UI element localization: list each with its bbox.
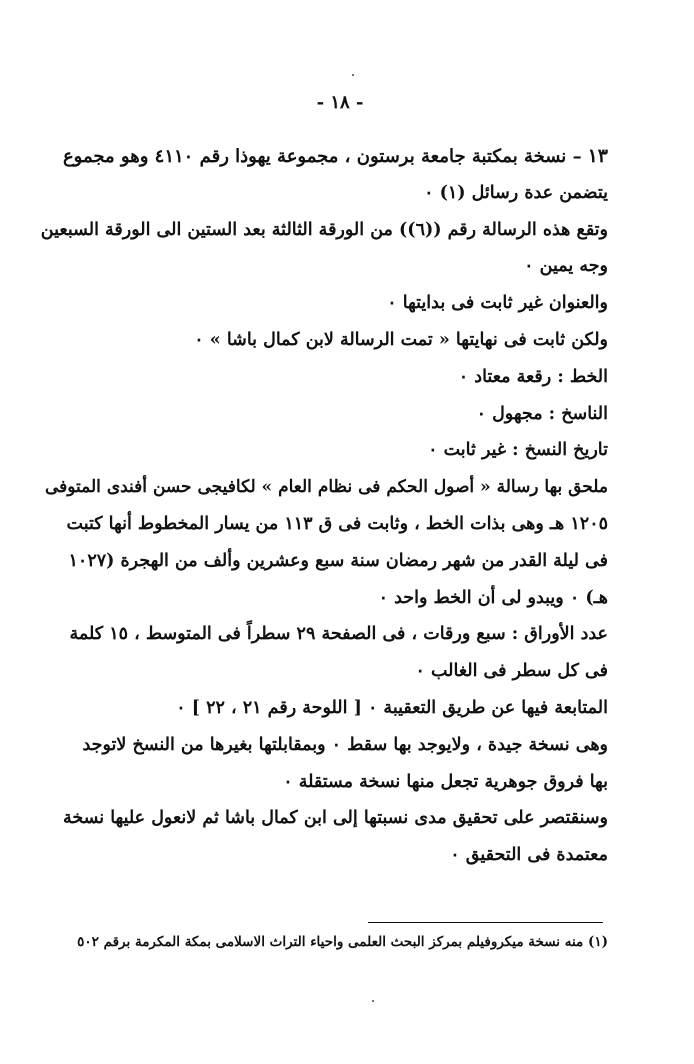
scan-speck xyxy=(372,1000,374,1002)
text-line: هـ) ٠ ويبدو لى أن الخط واحد ٠ xyxy=(378,587,608,608)
item-number: ١٣ xyxy=(587,145,608,167)
text-line: المتابعة فيها عن طريق التعقيبة ٠ [ اللوحة رقم ٢١ ، ٢٢ ] ٠ xyxy=(176,697,608,718)
text-line: وسنقتصر على تحقيق مدى نسبتها إلى ابن كمال باشا ثم لانعول عليها نسخة xyxy=(62,808,608,829)
text-line: بها فروق جوهرية تجعل منها نسخة مستقلة ٠ xyxy=(283,771,608,792)
text-line: ولكن ثابت فى نهايتها « تمت الرسالة لابن كمال باشا » ٠ xyxy=(194,329,608,350)
text-line: وجه يمين ٠ xyxy=(524,256,608,277)
manuscript-description xyxy=(30,138,608,874)
footnote: (١) منه نسخة ميكروفيلم بمركز البحث العلمى واحياء التراث الاسلامى بمكة المكرمة برقم ٥٠٢ xyxy=(77,934,608,950)
footnote-divider xyxy=(368,922,603,923)
scan-speck xyxy=(352,74,354,76)
text-line: ١٢٠٥ هـ وهى بذات الخط ، وثابت فى ق ١١٣ من يسار المخطوط أنها كتبت xyxy=(66,513,608,534)
text-line: وهى نسخة جيدة ، ولايوجد بها سقط ٠ وبمقابلتها بغيرها من النسخ لاتوجد xyxy=(82,734,608,755)
text-line: عدد الأوراق : سبع ورقات ، فى الصفحة ٢٩ سطراً فى المتوسط ، ١٥ كلمة xyxy=(69,624,608,645)
text-line: فى ليلة القدر من شهر رمضان سنة سبع وعشرين وألف من الهجرة (١٠٢٧ xyxy=(68,550,608,571)
text-line: معتمدة فى التحقيق ٠ xyxy=(450,845,608,866)
text-line: الناسخ : مجهول ٠ xyxy=(476,403,608,424)
text-line: والعنوان غير ثابت فى بدايتها ٠ xyxy=(387,293,608,314)
text-line: فى كل سطر فى الغالب ٠ xyxy=(415,661,608,682)
text-line: الخط : رقعة معتاد ٠ xyxy=(458,366,608,387)
text-line: ملحق بها رسالة « أصول الحكم فى نظام العام » لكافيجى حسن أفندى المتوفى xyxy=(44,477,608,498)
text-line: وتقع هذه الرسالة رقم ((٦)) من الورقة الثالثة بعد الستين الى الورقة السبعين xyxy=(40,219,608,240)
text-line: تاريخ النسخ : غير ثابت ٠ xyxy=(428,440,608,461)
text-line: يتضمن عدة رسائل (١) ٠ xyxy=(424,182,608,203)
page-number: - ١٨ - xyxy=(316,92,364,113)
text-line: ١٣– نسخة بمكتبة جامعة برستون ، مجموعة يهوذا رقم ٤١١٠ وهو مجموع xyxy=(62,145,608,167)
